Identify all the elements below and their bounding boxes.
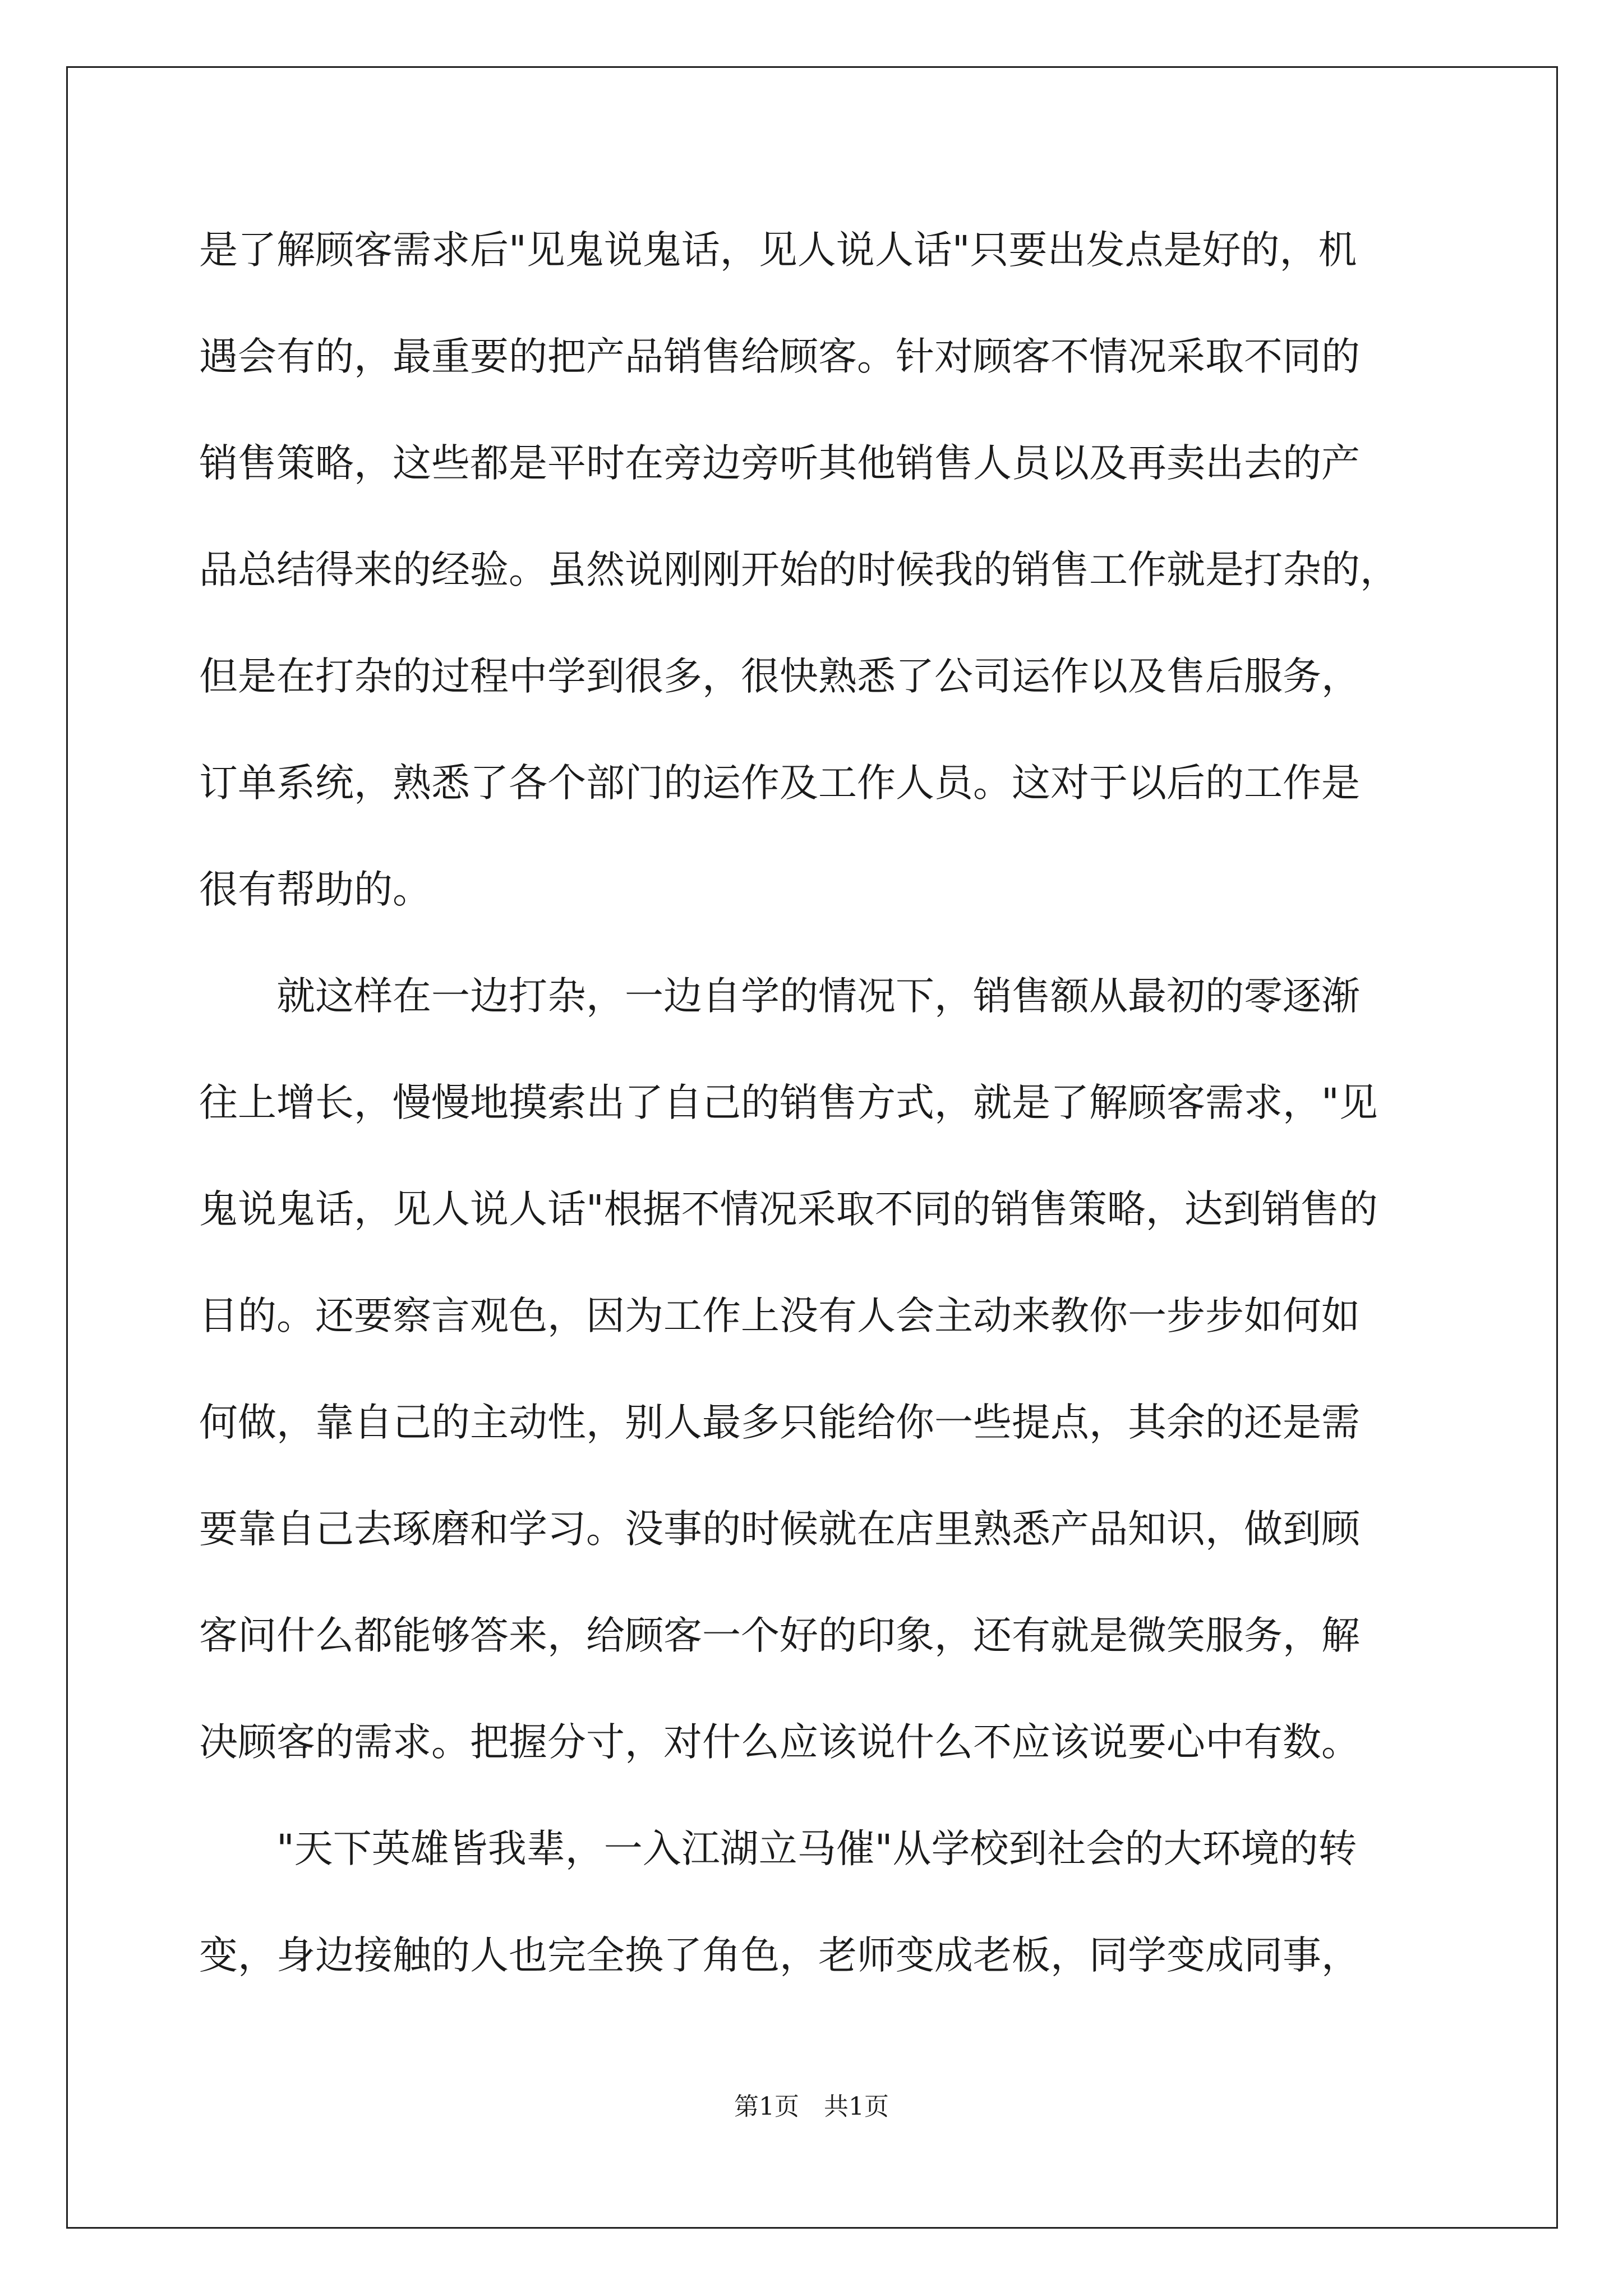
- text-line: 何做，靠自己的主动性，别人最多只能给你一些提点，其余的还是需: [199, 1400, 1360, 1445]
- page-border: [66, 66, 1558, 2229]
- text-line: "天下英雄皆我辈，一入江湖立马催"从学校到社会的大环境的转: [199, 1826, 1357, 1871]
- text-line: 销售策略，这些都是平时在旁边旁听其他销售人员以及再卖出去的产: [199, 441, 1360, 486]
- text-line: 往上增长，慢慢地摸索出了自己的销售方式，就是了解顾客需求，"见: [199, 1080, 1378, 1125]
- text-line: 遇会有的，最重要的把产品销售给顾客。针对顾客不情况采取不同的: [199, 334, 1360, 379]
- text-line: 但是在打杂的过程中学到很多，很快熟悉了公司运作以及售后服务，: [199, 654, 1360, 699]
- text-line: 决顾客的需求。把握分寸，对什么应该说什么不应该说要心中有数。: [199, 1720, 1360, 1765]
- text-line: 是了解顾客需求后"见鬼说鬼话，见人说人话"只要出发点是好的，机: [199, 228, 1357, 273]
- text-line: 就这样在一边打杂，一边自学的情况下，销售额从最初的零逐渐: [199, 974, 1360, 1019]
- text-line: 很有帮助的。: [199, 867, 431, 912]
- text-line: 订单系统，熟悉了各个部门的运作及工作人员。这对于以后的工作是: [199, 761, 1360, 806]
- page-number-footer: 第1页 共1页: [734, 2092, 889, 2121]
- text-line: 品总结得来的经验。虽然说刚刚开始的时候我的销售工作就是打杂的，: [199, 547, 1399, 592]
- text-line: 鬼说鬼话，见人说人话"根据不情况采取不同的销售策略，达到销售的: [199, 1187, 1378, 1232]
- text-line: 客问什么都能够答来，给顾客一个好的印象，还有就是微笑服务，解: [199, 1613, 1360, 1658]
- text-line: 目的。还要察言观色，因为工作上没有人会主动来教你一步步如何如: [199, 1294, 1360, 1338]
- text-line: 要靠自己去琢磨和学习。没事的时候就在店里熟悉产品知识，做到顾: [199, 1507, 1360, 1552]
- text-line: 变，身边接触的人也完全换了角色，老师变成老板，同学变成同事，: [199, 1933, 1360, 1978]
